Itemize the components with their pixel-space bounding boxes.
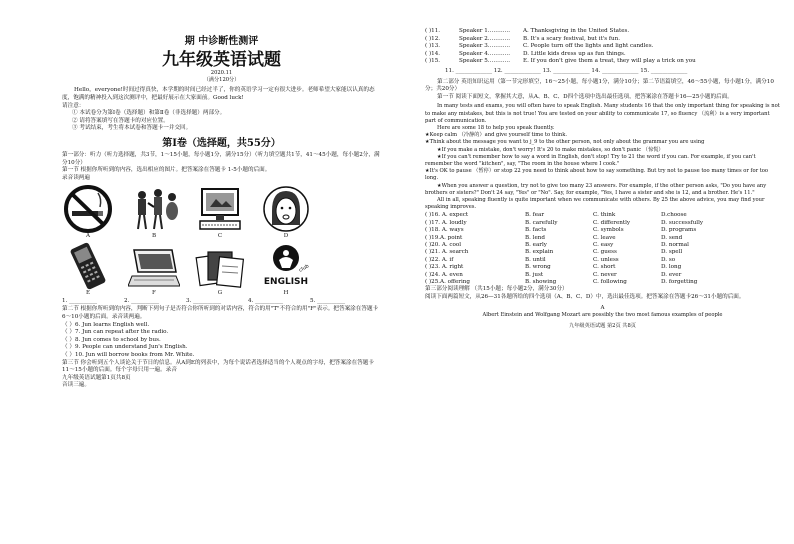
note-item: ③ 考试结束，考生将本试卷和答题卡一并交回。 — [72, 125, 192, 132]
greeting-text: Hello，everyone!时间过得真快，本学期的时间已经过半了，你的英语学习一定有很大进步。老师希望大家能以认真的态度，饱满的精神投入到这次测评中，把最好展示在大家面前。Good luck! — [62, 87, 375, 101]
notes-title: 请注意： — [62, 102, 85, 109]
picture-label: F — [152, 290, 156, 297]
picture-label: E — [85, 290, 91, 297]
speaker-statement: E. If you don't give them a treat, they will play a trick on you — [523, 58, 696, 65]
speaker-statement: B. It's a scary festival, but it's fun. — [523, 35, 620, 42]
speaker-name: Speaker 4………… — [459, 50, 511, 57]
tf-item: （ ）9. People can understand Jun's English. — [62, 344, 188, 351]
part2-title: 第二部分 英语知识运用（第一节完形填空，16～25小题，每小题1分，满分10分；第二节语篇填空，46～55小题，每小题1分，满分10分；共20分） — [425, 78, 774, 93]
cloze-paragraph: Here are some 18 to help you speak fluently. — [437, 124, 555, 131]
passage-first-line: Albert Einstein and Wolfgang Mozart are possibly the two most famous examples of people — [482, 312, 723, 319]
cloze-paragraph: All in all, speaking fluently is quite important when we communicate with others. By 25 the above advice, you may find your speaking improves. — [425, 196, 765, 211]
answer-blank[interactable]: 2. __________ — [124, 298, 160, 305]
option-row — [425, 242, 780, 249]
option-a: ( )19.A. point — [425, 234, 463, 241]
picture-label: H — [283, 290, 289, 297]
option-d: D. long — [661, 264, 682, 271]
option-d: D. send — [661, 234, 683, 241]
option-c: C. guess — [593, 249, 617, 256]
fill-in-line[interactable]: 11. _____________ 12. _____________ 13. _____________ 14. _____________ 15. _____________ — [445, 67, 688, 74]
option-b: B. just — [525, 271, 544, 278]
option-a: ( )21. A. search — [425, 249, 469, 256]
option-d: D.choose — [661, 212, 687, 219]
option-row — [425, 220, 780, 227]
answer-paren: ( )15. — [425, 58, 441, 65]
speaker-name: Speaker 2………… — [459, 35, 511, 42]
note-item: ① 本试卷分为第Ⅰ卷（选择题）和第Ⅱ卷（非选择题）两部分。 — [72, 110, 226, 117]
cloze-paragraph: In many tests and exams, you will often have to speak English. Many students 16 that the only important thing for speaking is not to make any mistakes, but this is not true! You are tested on your ability to communicate 17, so fluency （流利）is a very important part of communication. — [425, 103, 780, 124]
mobile-phone-picture — [62, 242, 114, 290]
answer-blank[interactable]: 4. __________ — [248, 298, 284, 305]
tf-item: （ ）6. Jun learns English well. — [62, 321, 150, 328]
option-b: B. carefully — [525, 219, 558, 226]
band-music-picture — [128, 185, 180, 233]
part3-instruction: 阅读下面两篇短文，从26—31各题所给的四个选项（A、B、C、D）中，选出最佳选项。把答案涂在答题卡26～31小题的后面。 — [425, 294, 745, 301]
option-a: ( )18. A. ways — [425, 227, 464, 234]
picture-row-1 — [62, 185, 381, 233]
section3-instruction: 第三节 你会听到五个人谈论关于节日的信息。从A到E的列表中，为每个说话者选择适当的个人观点的字母，把答案涂在答题卡11～15小题的后面。每个字母只用一遍。录音 — [62, 359, 374, 374]
option-d: D. successfully — [661, 219, 704, 226]
tf-item: （ ）8. Jun comes to school by bus. — [62, 336, 161, 343]
speaker-row — [425, 28, 780, 36]
option-a: ( )20. A. cool — [425, 242, 462, 249]
option-b: B. wrong — [525, 264, 551, 271]
option-row — [425, 249, 780, 256]
option-c: C. unless — [593, 256, 619, 263]
part2-section1-instruction: 第一节 阅读下面短文，掌握其大意，从A、B、C、D四个选项中选出最佳选项，把答案涂在答题卡16—25小题的后面。 — [437, 93, 733, 100]
option-d: D. spell — [661, 249, 683, 256]
option-row — [425, 257, 780, 264]
option-a: ( )22. A. if — [425, 256, 454, 263]
speaker-row — [425, 36, 780, 44]
option-b: B. showing — [525, 279, 557, 286]
option-row — [425, 272, 780, 279]
part1-description: 第一部分：听力（听力选择题，共3节，1～15小题，每小题1分，满分15分）（听力填空题共1节，41～45小题，每小题2分，满分10分） — [62, 151, 380, 166]
option-d: D. ever — [661, 271, 682, 278]
picture-label: C — [217, 233, 223, 240]
option-a: ( )17. A. loudly — [425, 219, 467, 226]
option-row — [425, 227, 780, 234]
option-a: ( )23. A. right — [425, 264, 464, 271]
option-c: C. leave — [593, 234, 616, 241]
cloze-paragraph: ★If you can't remember how to say a word in English, don't stop! Try to 21 the word if you can. For example, if you can't remember the word "kitchen", say, "The room in the house where I cook." — [425, 153, 756, 167]
picture-label: A — [85, 233, 91, 240]
option-d: D. forgetting — [661, 279, 698, 286]
page-footer: 九年级英语试题 第2页 共8页 — [569, 323, 636, 330]
option-c: C. think — [593, 212, 616, 219]
cloze-paragraph: ★Keep calm （冷静的）and give yourself time to think. — [425, 132, 567, 139]
tf-item: （ ）7. Jun can repeat after the radio. — [62, 329, 169, 336]
answer-paren: ( )11. — [425, 28, 441, 34]
english-label: ENGLISH — [263, 277, 309, 288]
answer-blank[interactable]: 1. __________ — [62, 298, 98, 305]
speaker-name: Speaker 1………… — [459, 28, 511, 34]
option-row — [425, 212, 780, 219]
cloze-passage — [425, 103, 780, 211]
option-c: C. following — [593, 279, 627, 286]
option-b: B. explain — [525, 249, 554, 256]
section1-instruction: 第一节 根据你所听到的内容，选出相应的图片。把答案涂在答题卡 1-5小题的后面。 — [62, 167, 271, 174]
club-label: club — [298, 263, 311, 275]
option-c: C. easy — [593, 242, 614, 249]
speaker-statement: C. People turn off the lights and light candles. — [523, 43, 654, 50]
speaker-row — [425, 43, 780, 51]
section2-instruction: 第二节 根据你所听到的内容，判断下列句子是否符合你所听到的对话内容，符合的用"T"不符合的用"F"表示。把答案涂在答题卡 6～10小题的后面。录音读两遍。 — [62, 306, 379, 320]
speaker-statement: A. Thanksgiving in the United States. — [523, 28, 630, 34]
option-a: ( )25.A. offering — [425, 279, 470, 286]
answer-blank[interactable]: 3. __________ — [186, 298, 222, 305]
picture-row-2 — [62, 242, 381, 290]
exam-title: 九年级英语试题 — [162, 50, 281, 70]
answer-paren: ( )14. — [425, 50, 441, 57]
part1-title: 第Ⅰ卷（选择题，共55分） — [162, 137, 281, 149]
option-c: C. never — [593, 271, 617, 278]
option-c: C. short — [593, 264, 616, 271]
exam-score: （满分120分） — [203, 77, 240, 84]
laptop-picture — [128, 242, 180, 290]
exam-date: 2020.11 — [210, 70, 233, 76]
option-row — [425, 235, 780, 242]
picture-label: G — [217, 290, 223, 297]
option-b: B. fear — [525, 212, 545, 219]
picture-label: B — [151, 233, 157, 240]
speaker-list — [425, 28, 780, 66]
option-row — [425, 264, 780, 271]
options-table — [425, 212, 780, 286]
english-club-logo — [260, 242, 312, 290]
speaker-name: Speaker 5………… — [459, 58, 511, 65]
picture-label: D — [283, 233, 289, 240]
picture-labels-row-2 — [62, 290, 381, 296]
books-picture — [194, 242, 246, 290]
computer-picture — [194, 185, 246, 233]
cloze-paragraph: ★It's OK to pause （暂停）or stop 22 you need to think about how to say something. But try not to pause too many times or for too long. — [425, 168, 769, 182]
speaker-row — [425, 58, 780, 66]
speaker-statement: D. Little kids dress up as fun things. — [523, 50, 626, 57]
speaker-row — [425, 51, 780, 59]
option-b: B. lend — [525, 234, 545, 241]
page-footer: 九年级英语试题第1页共8页 — [62, 374, 131, 381]
option-b: B. early — [525, 242, 547, 249]
right-page — [397, 0, 794, 544]
option-a: ( )16. A. expect — [425, 212, 469, 219]
section1-note: 录音读两遍 — [62, 174, 90, 181]
answer-paren: ( )12. — [425, 35, 441, 42]
exam-header: 期 中诊断性测评 — [184, 36, 259, 47]
option-c: C. differently — [593, 219, 631, 226]
passage-label: A — [600, 304, 605, 311]
part3-title: 第三部分阅读理解 （共15小题；每小题2分，满分30分） — [425, 286, 568, 293]
option-b: B. until — [525, 256, 546, 263]
page-footer-note: 音读三遍。 — [62, 382, 90, 389]
option-b: B. facts — [525, 227, 547, 234]
answer-blank[interactable]: 5. __________ — [310, 298, 346, 305]
cloze-paragraph: ★If you make a mistake, don't worry! It's 20 to make mistakes, so don't panic （惊慌） — [437, 146, 664, 153]
option-a: ( )24. A. even — [425, 271, 463, 278]
tf-item: （ ）10. Jun will borrow books from Mr. White. — [62, 351, 195, 358]
picture-labels-row-1 — [62, 233, 381, 239]
girl-face-picture — [260, 185, 312, 233]
option-c: C. symbols — [593, 227, 624, 234]
no-smoking-picture — [62, 185, 114, 233]
option-d: D. so — [661, 256, 676, 263]
speaker-name: Speaker 3………… — [459, 43, 511, 50]
answer-paren: ( )13. — [425, 43, 441, 50]
note-item: ② 请将答案填写在答题卡的对应位置。 — [72, 117, 169, 124]
option-d: D. programs — [661, 227, 697, 234]
cloze-paragraph: ★When you answer a question, try not to give too many 23 answers. For example, if the other person asks, "Do you have any brothers or sisters?" Don't 24 say, "Yes" or "No". Say, for example, "Yes, I have a sister and she is 12, and a brother. He's 11." — [425, 182, 767, 196]
cloze-paragraph: ★Think about the message you want to j_9 to the other person, not only about the grammar you are using — [425, 139, 705, 146]
answer-blanks — [62, 298, 381, 304]
option-d: D. normal — [661, 242, 689, 249]
